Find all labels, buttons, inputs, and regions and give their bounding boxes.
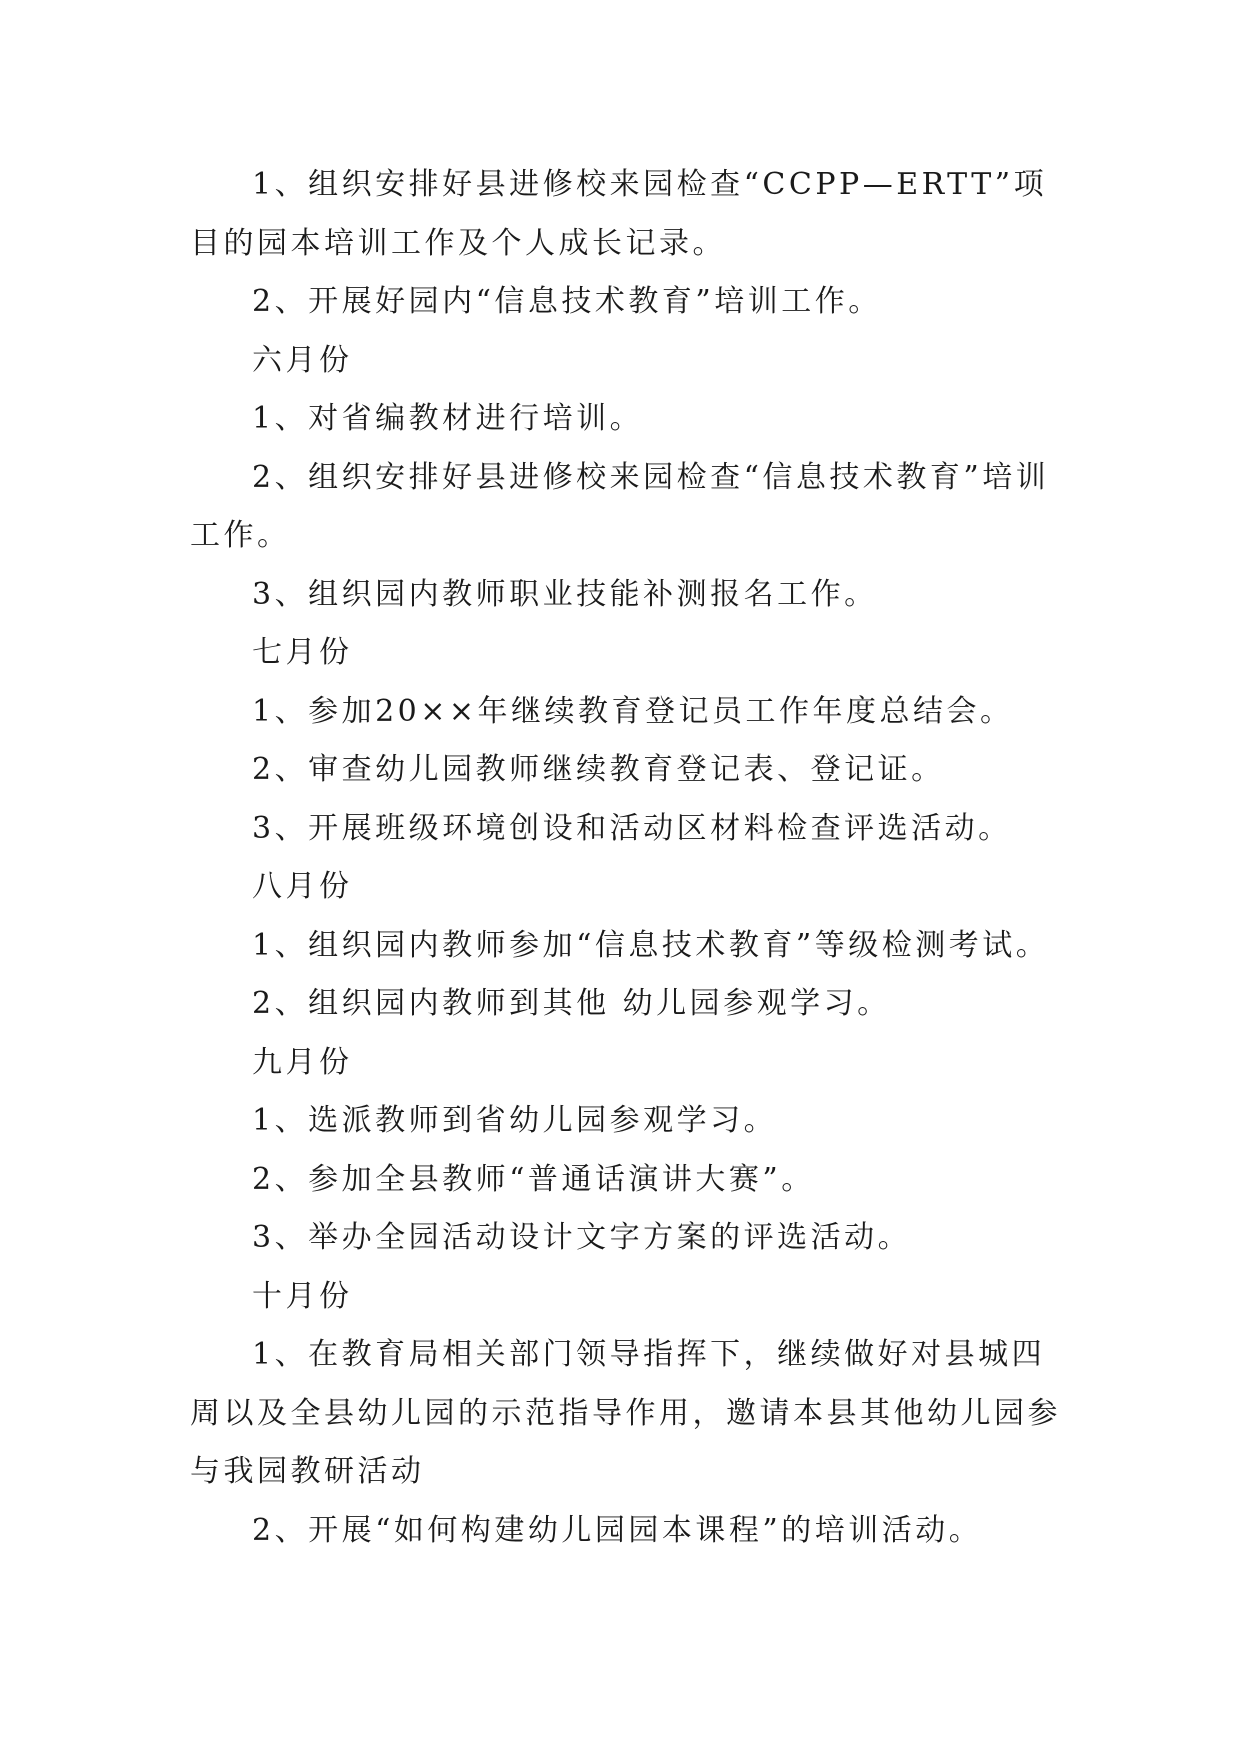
paragraph: 1、在教育局相关部门领导指挥下，继续做好对县城四周以及全县幼儿园的示范指导作用，邀请本县其他幼儿园参与我园教研活动 xyxy=(190,1337,1061,1489)
paragraph: 2、参加全县教师“普通话演讲大赛”。 xyxy=(252,1161,815,1197)
paragraph: 1、组织安排好县进修校来园检查“CCPP—ERTT”项目的园本培训工作及个人成长记录。 xyxy=(190,167,1048,261)
paragraph: 2、开展好园内“信息技术教育”培训工作。 xyxy=(252,284,882,319)
paragraph: 1、参加20××年继续教育登记员工作年度总结会。 xyxy=(252,693,1014,729)
section-heading-october: 十月份 xyxy=(252,1278,353,1314)
paragraph: 1、选派教师到省幼儿园参观学习。 xyxy=(252,1103,778,1138)
paragraph: 1、组织园内教师参加“信息技术教育”等级检测考试。 xyxy=(252,927,1050,963)
section-heading-june: 六月份 xyxy=(252,342,353,378)
section-heading-august: 八月份 xyxy=(252,869,353,904)
paragraph: 3、组织园内教师职业技能补测报名工作。 xyxy=(252,576,878,612)
section-heading-july: 七月份 xyxy=(252,635,353,670)
paragraph: 2、审查幼儿园教师继续教育登记表、登记证。 xyxy=(252,752,945,787)
paragraph: 2、组织园内教师到其他 幼儿园参观学习。 xyxy=(252,986,891,1021)
paragraph: 3、开展班级环境创设和活动区材料检查评选活动。 xyxy=(252,810,1012,846)
section-heading-september: 九月份 xyxy=(252,1044,353,1080)
document-body xyxy=(190,156,1070,1560)
paragraph: 3、举办全园活动设计文字方案的评选活动。 xyxy=(252,1220,912,1255)
paragraph: 2、组织安排好县进修校来园检查“信息技术教育”培训工作。 xyxy=(190,459,1050,553)
paragraph: 1、对省编教材进行培训。 xyxy=(252,401,644,436)
paragraph: 2、开展“如何构建幼儿园园本课程”的培训活动。 xyxy=(252,1512,983,1548)
